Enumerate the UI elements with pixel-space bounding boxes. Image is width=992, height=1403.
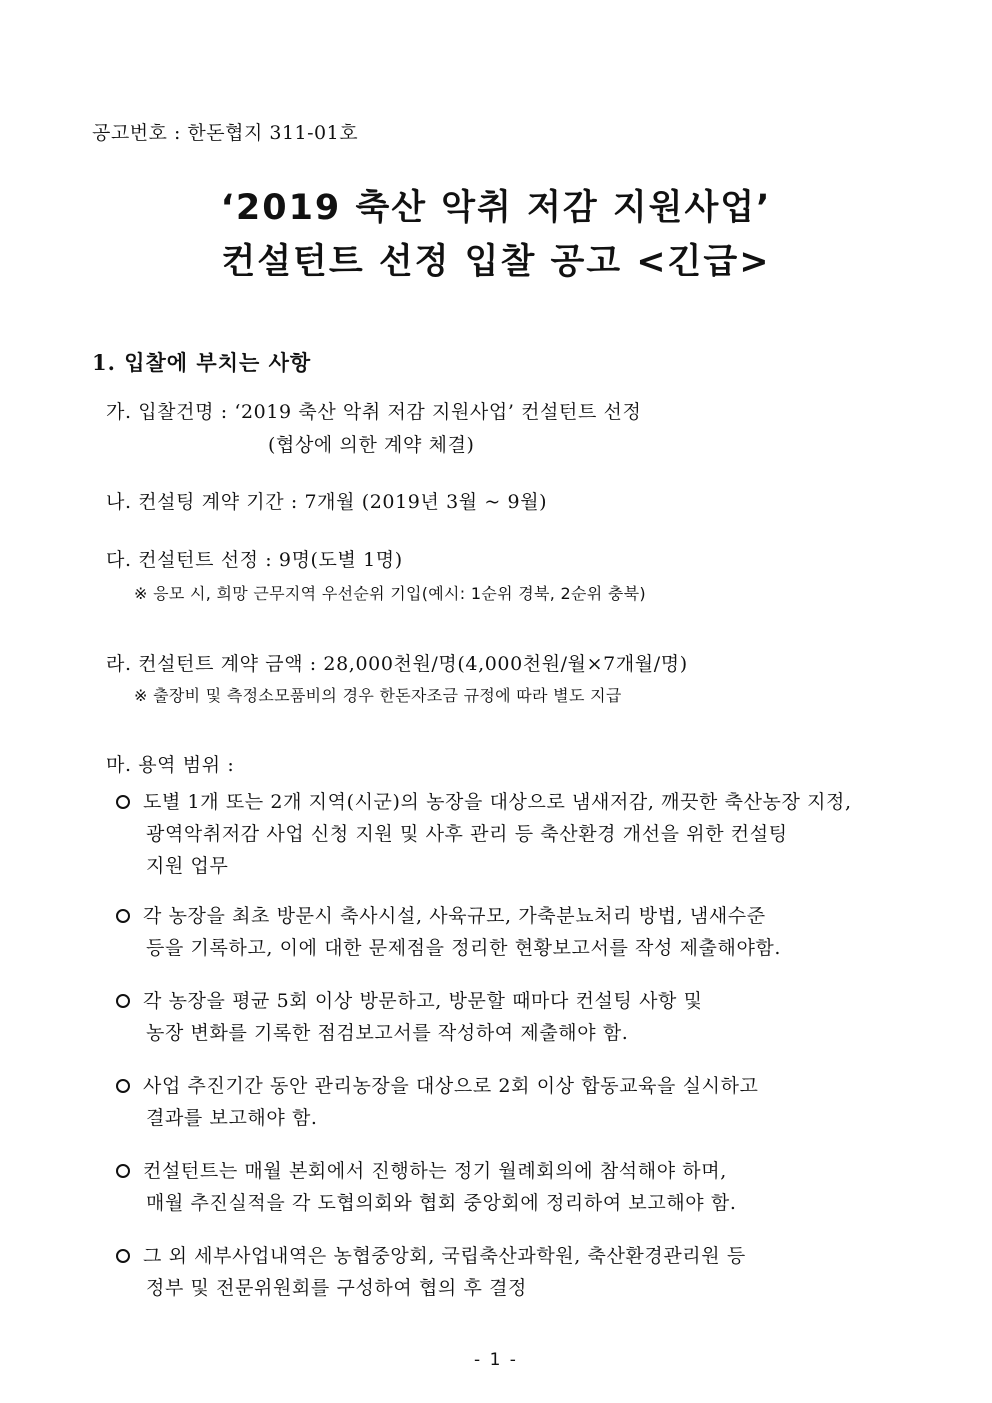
bullet-text: 등을 기록하고, 이에 대한 문제점을 정리한 현황보고서를 작성 제출해야함. <box>146 937 782 959</box>
item-ga-line-2: (협상에 의한 계약 체결) <box>268 434 475 456</box>
item-ra-note: ※ 출장비 및 측정소모품비의 경우 한돈자조금 규정에 따라 별도 지급 <box>134 686 622 705</box>
scope-bullet-5 <box>116 1155 736 1219</box>
bullet-text: 컨설턴트는 매월 본회에서 진행하는 정기 월례회의에 참석해야 하며, <box>143 1160 727 1182</box>
scope-bullet-1 <box>116 786 852 882</box>
section-heading: 1. 입찰에 부치는 사항 <box>92 350 312 375</box>
circle-bullet-icon <box>116 1079 130 1093</box>
circle-bullet-icon <box>116 994 130 1008</box>
scope-bullet-6 <box>116 1240 746 1304</box>
circle-bullet-icon <box>116 909 130 923</box>
circle-bullet-icon <box>116 1249 130 1263</box>
item-ga-line-1: 가. 입찰건명 : ‘2019 축산 악취 저감 지원사업’ 컨설턴트 선정 <box>106 401 642 423</box>
circle-bullet-icon <box>116 795 130 809</box>
bullet-text: 각 농장을 최초 방문시 축사시설, 사육규모, 가축분뇨처리 방법, 냄새수준 <box>143 905 766 927</box>
bullet-text: 각 농장을 평균 5회 이상 방문하고, 방문할 때마다 컨설팅 사항 및 <box>143 990 703 1012</box>
item-na: 나. 컨설팅 계약 기간 : 7개월 (2019년 3월 ~ 9월) <box>106 491 548 513</box>
item-da: 다. 컨설턴트 선정 : 9명(도별 1명) <box>106 549 403 571</box>
item-ra: 라. 컨설턴트 계약 금액 : 28,000천원/명(4,000천원/월×7개월/명) <box>106 653 688 675</box>
page-number: - 1 - <box>474 1350 518 1370</box>
bullet-text: 농장 변화를 기록한 점검보고서를 작성하여 제출해야 함. <box>146 1022 629 1044</box>
item-ma-heading: 마. 용역 범위 : <box>106 754 235 776</box>
bullet-text: 결과를 보고해야 함. <box>146 1107 318 1129</box>
bullet-text: 지원 업무 <box>146 855 229 877</box>
bullet-text: 매월 추진실적을 각 도협의회와 협회 중앙회에 정리하여 보고해야 함. <box>146 1192 737 1214</box>
item-da-note: ※ 응모 시, 희망 근무지역 우선순위 기입(예시: 1순위 경북, 2순위 충북) <box>134 584 646 603</box>
bullet-text: 광역악취저감 사업 신청 지원 및 사후 관리 등 축산환경 개선을 위한 컨설팅 <box>146 823 788 845</box>
bullet-text: 도별 1개 또는 2개 지역(시군)의 농장을 대상으로 냄새저감, 깨끗한 축산농장 지정, <box>143 791 852 813</box>
notice-number: 공고번호 : 한돈협지 311-01호 <box>92 122 359 144</box>
scope-bullet-2 <box>116 900 781 964</box>
bullet-text: 정부 및 전문위원회를 구성하여 협의 후 결정 <box>146 1277 528 1299</box>
bullet-text: 사업 추진기간 동안 관리농장을 대상으로 2회 이상 합동교육을 실시하고 <box>143 1075 759 1097</box>
circle-bullet-icon <box>116 1164 130 1178</box>
scope-bullet-4 <box>116 1070 758 1134</box>
scope-bullet-3 <box>116 985 703 1049</box>
title-line-1: ‘2019 축산 악취 저감 지원사업’ <box>220 188 772 228</box>
bullet-text: 그 외 세부사업내역은 농협중앙회, 국립축산과학원, 축산환경관리원 등 <box>143 1245 746 1267</box>
title-line-2: 컨설턴트 선정 입찰 공고 <긴급> <box>221 242 771 282</box>
